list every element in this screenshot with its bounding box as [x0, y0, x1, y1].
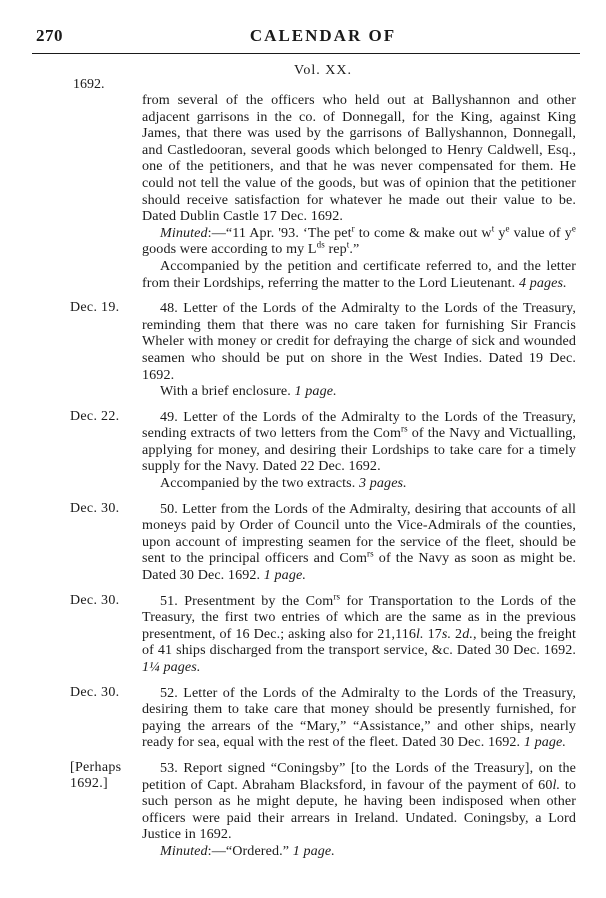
entry-text: 50. Letter from the Lords of the Admiralty, desiring that accounts of all moneys paid by Order of Council unto the Vice-Admirals of the counties, upon account of impresting seamen for the service of the fleet, should be sent to the principal officers and Com$^{rs}$ of the Navy as soon as might be. Dated 30 Dec. 1692. 1 page.	[142, 500, 576, 584]
page-number: 270	[36, 26, 63, 45]
entry-text: 51. Presentment by the Com$^{rs}$ for Transportation to the Lords of the Treasury, the first two entries of which are the same as in the previous presentment, of 16 Dec.; asking also for 21,116l. 17s. 2d., being the freight of 41 ships discharged from the transport service, &c. Dated 30 Dec. 1692. 1¼ pages.	[142, 590, 576, 675]
entry-49	[0, 409, 606, 492]
entry-51	[0, 590, 606, 676]
entry-date: [Perhaps 1692.]	[70, 759, 122, 792]
header-rule	[32, 53, 580, 54]
entry-text: 48. Letter of the Lords of the Admiralty to the Lords of the Treasury, reminding them that there was no care taken for furnishing Sir Francis Wheler with money or credit for defraying the charge of sick and wounded seamen who should be put on shore in the West Indies. Dated 19 Dec. 1692.	[142, 300, 576, 383]
entry-date: Dec. 30.	[70, 684, 120, 700]
entry-50	[0, 501, 606, 584]
page-count: 4 pages.	[518, 274, 567, 291]
page-count: 1 page.	[292, 842, 335, 859]
entry-date: Dec. 19.	[70, 300, 120, 316]
minuted-label: Minuted	[160, 842, 208, 859]
volume-label: Vol. XX.	[294, 63, 352, 78]
entry-date: Dec. 30.	[70, 592, 120, 608]
entry-48	[0, 300, 606, 400]
page-count: 3 pages.	[358, 475, 407, 492]
minuted-note: Minuted:—“11 Apr. '93. ‘The pet$^r$ to come & make out $w^t$ $y^e$ value of $y^e$ goods were according to my $L^{ds}$ rep$^t$.”	[142, 223, 576, 258]
calendar-entries	[0, 92, 606, 869]
page-count: 1 page.	[294, 383, 337, 400]
page-count: 1 page.	[523, 734, 567, 751]
minuted-note: Minuted:—“Ordered.” 1 page.	[160, 842, 335, 859]
entry-52	[0, 685, 606, 751]
enclosure-note: With a brief enclosure. 1 page.	[160, 383, 337, 400]
page-count: 1 page.	[263, 567, 306, 584]
entry-date: Dec. 22.	[70, 408, 120, 424]
minuted-label: Minuted	[160, 224, 208, 241]
entry-text: 49. Letter of the Lords of the Admiralty to the Lords of the Treasury, sending extracts of two letters from the Com$^{rs}$ of the Navy and Victualling, applying for money, and desiring their Lordships to take care for a timely supply for the Navy. Dated 22 Dec. 1692.	[142, 408, 576, 475]
page-count: 1¼ pages.	[142, 659, 201, 675]
accompanied-note: Accompanied by the petition and certificate referred to, and the letter from their Lordships, referring the matter to the Lord Lieutenant. 4 pages.	[142, 257, 576, 291]
entry-text: 52. Letter of the Lords of the Admiralty to the Lords of the Treasury, desiring them to take care that money should be presently furnished, for paying the arrears of the “Mary,” “Assistance,” and other ships, nearly ready for sea, equal with the rest of the fleet. Dated 30 Dec. 1692. 1 page.	[142, 684, 576, 751]
entry-53	[0, 760, 606, 860]
enclosure-note: Accompanied by the two extracts. 3 pages.	[160, 475, 407, 492]
entry-text: 53. Report signed “Coningsby” [to the Lords of the Treasury], on the petition of Capt. Abraham Blacksford, in favour of the payment of 60l. to such person as he might depute, he having been indisposed when other officers were paid their arrears in Ireland. Undated. Coningsby, a Lord Justice in 1692.	[142, 759, 576, 843]
entry-continued	[0, 92, 606, 291]
entry-continued-text: from several of the officers who held out at Ballyshannon and other adjacent garrisons in the co. of Donnegall, for the King, against King James, that there was used by the garrisons of Ballyshannon, Donnegall, and Castledooran, several goods which belonged to Henry Caldwell, Esq., one of the petitioners, and that he was never compensated for them. He could not tell the value of the goods, but was of opinion that the petitioner should receive satisfaction for whatever he made out their value to be. Dated Dublin Castle 17 Dec. 1692.	[142, 92, 576, 225]
running-title: CALENDAR OF	[249, 26, 397, 45]
year-margin-note: 1692.	[73, 77, 105, 92]
entry-date: Dec. 30.	[70, 500, 120, 516]
